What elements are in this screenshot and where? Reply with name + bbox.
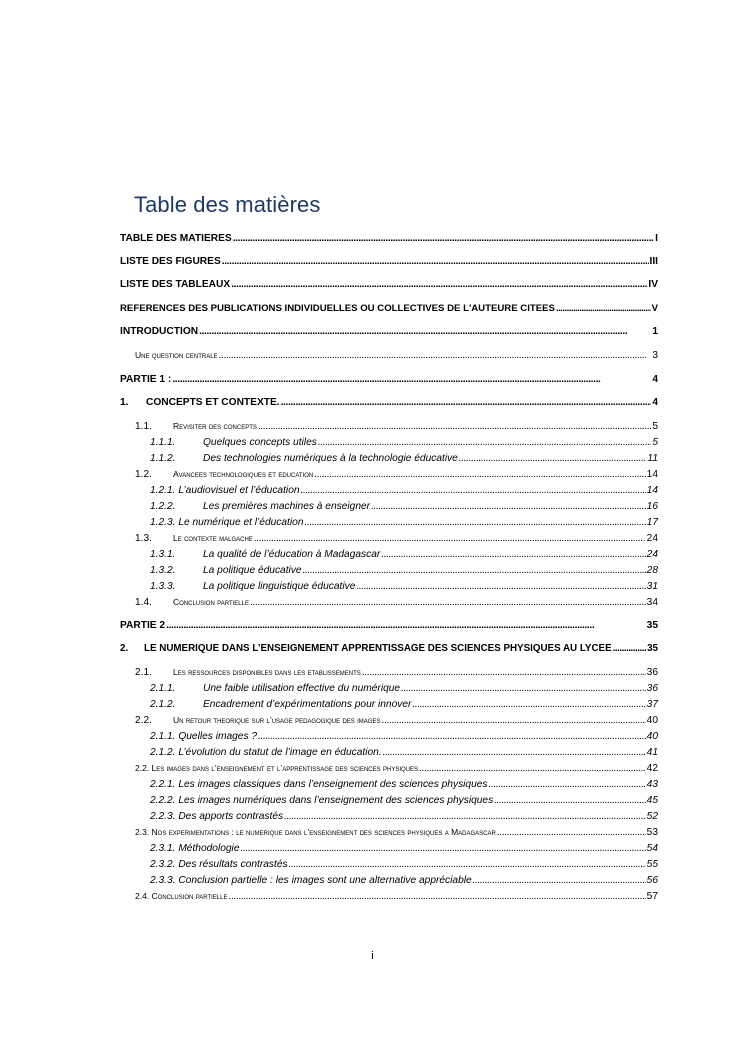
toc-entry[interactable]	[120, 580, 658, 593]
toc-entry[interactable]	[120, 842, 658, 855]
toc-entry-page: 31	[646, 581, 658, 592]
toc-entry-page: 5	[652, 421, 658, 432]
toc-entry-title: Le contexte malgache	[173, 533, 253, 543]
dot-leader	[254, 532, 646, 545]
toc-entry-title: PARTIE 2	[120, 620, 166, 631]
toc-entry-title: Un retour theorique sur l’usage pedagogique des images	[173, 715, 381, 725]
dot-leader	[362, 666, 646, 679]
toc-entry-page: IV	[648, 279, 658, 290]
toc-entry-page: 54	[646, 843, 658, 854]
toc-entry-title: REFERENCES DES PUBLICATIONS INDIVIDUELLES OU COLLECTIVES DE L'AUTEURE CITEES	[120, 303, 555, 314]
toc-entry[interactable]	[120, 666, 658, 679]
toc-entry-page: 43	[646, 779, 658, 790]
toc-entry[interactable]	[120, 890, 658, 903]
toc-entry-page: 14	[646, 485, 658, 496]
toc-entry-title: 2.2. Les images dans l’enseignement et l’apprentissage des sciences physiques	[135, 763, 418, 773]
toc-entry-page: 40	[646, 715, 658, 726]
toc-entry[interactable]	[120, 500, 658, 513]
toc-entry-page: 35	[646, 620, 658, 631]
toc-entry-title: 2.2.2. Les images numériques dans l’enseignement des sciences physiques	[150, 795, 494, 806]
toc-entry[interactable]	[120, 564, 658, 577]
toc-entry-title: Quelques concepts utiles	[203, 437, 317, 448]
toc-entry-page: 37	[646, 699, 658, 710]
toc-entry-page: 57	[646, 891, 658, 902]
toc-entry-title: Une question centrale	[135, 350, 218, 360]
toc-entry-title: 2.1.1. Quelles images ?	[150, 731, 258, 742]
toc-entry-number: 1.3.	[135, 533, 152, 544]
toc-entry-page: I	[655, 233, 658, 244]
toc-entry-title: Une faible utilisation effective du numérique	[203, 683, 401, 694]
toc-entry-number: 1.	[120, 397, 129, 408]
toc-entry[interactable]	[120, 232, 658, 245]
toc-entry-number: 1.3.3.	[150, 581, 176, 592]
toc-entry-number: 2.1.2.	[150, 699, 176, 710]
toc-entry-title: La qualité de l’éducation à Madagascar	[203, 549, 381, 560]
toc-entry-page: 40	[646, 731, 658, 742]
toc-entry-title: Les premières machines à enseigner	[203, 501, 371, 512]
toc-entry-page: 17	[646, 517, 658, 528]
toc-entry-page: 35	[647, 643, 658, 654]
dot-leader	[556, 302, 651, 315]
toc-entry[interactable]	[120, 436, 658, 449]
toc-entry-number: 1.3.2.	[150, 565, 176, 576]
toc-entry-title: TABLE DES MATIERES	[120, 233, 232, 244]
toc-entry-title: 1.2.3. Le numérique et l’éducation	[150, 517, 304, 528]
toc-entry-title: LISTE DES FIGURES	[120, 256, 221, 267]
dot-leader	[613, 642, 646, 655]
dot-leader	[381, 714, 645, 727]
toc-entry[interactable]	[120, 778, 658, 791]
toc-entry[interactable]	[120, 396, 658, 409]
toc-entry-title: 2.3. Nos experimentations : le numerique dans l’enseignement des sciences physiques a Madagascar	[135, 827, 496, 837]
dot-leader	[166, 619, 646, 632]
toc-entry-title: 2.3.1. Méthodologie	[150, 843, 240, 854]
dot-leader	[231, 278, 647, 291]
dot-leader	[419, 762, 646, 775]
dot-leader	[241, 842, 646, 855]
toc-entry[interactable]	[120, 325, 658, 338]
toc-entry-number: 1.4.	[135, 597, 152, 608]
dot-leader	[381, 548, 645, 561]
dot-leader	[383, 746, 646, 759]
toc-entry[interactable]	[120, 826, 658, 839]
dot-leader	[473, 874, 646, 887]
dot-leader	[318, 436, 651, 449]
toc-entry-number: 1.1.	[135, 421, 152, 432]
toc-entry-title: 2.1.2. L’évolution du statut de l’image en éducation.	[150, 747, 382, 758]
dot-leader	[412, 698, 645, 711]
toc-entry-page: 34	[646, 597, 658, 608]
toc-entry-title: 2.3.2. Des résultats contrastés	[150, 859, 288, 870]
toc-entry-title: 2.2.3. Des apports contrastés	[150, 811, 284, 822]
dot-leader	[459, 452, 647, 465]
toc-entry[interactable]	[120, 810, 658, 823]
toc-heading: Table des matières	[134, 192, 321, 217]
toc-entry[interactable]	[120, 468, 658, 481]
dot-leader	[233, 232, 654, 245]
toc-entry-page: 53	[646, 827, 658, 838]
toc-entry-title: Encadrement d’expérimentations pour innover	[203, 699, 412, 710]
toc-entry-page: 56	[646, 875, 658, 886]
toc-entry-title: Les ressources disponibles dans les etablissements	[173, 667, 361, 677]
toc-entry-title: La politique éducative	[203, 565, 302, 576]
toc-entry[interactable]	[120, 858, 658, 871]
page-number: i	[371, 950, 374, 962]
dot-leader	[314, 468, 645, 481]
toc-entry-page: III	[649, 256, 658, 267]
toc-entry[interactable]	[120, 619, 658, 632]
toc-entry-title: 1.2.1. L’audiovisuel et l’éducation	[150, 485, 300, 496]
toc-entry-title: CONCEPTS ET CONTEXTE.	[146, 397, 280, 408]
toc-entry-number: 2.	[120, 643, 129, 654]
dot-leader	[301, 484, 646, 497]
toc-entry-page: 4	[652, 397, 658, 408]
toc-entry-page: V	[651, 303, 658, 314]
toc-entry[interactable]	[120, 762, 658, 775]
toc-entry[interactable]	[120, 642, 658, 655]
toc-entry[interactable]	[120, 255, 658, 268]
toc-entry-title: LE NUMERIQUE DANS L’ENSEIGNEMENT APPRENTISSAGE DES SCIENCES PHYSIQUES AU LYCEE	[144, 643, 612, 654]
toc-entry-page: 41	[646, 747, 658, 758]
toc-entry-number: 2.2.	[135, 715, 152, 726]
toc-entry[interactable]	[120, 484, 658, 497]
dot-leader	[289, 858, 646, 871]
toc-entry[interactable]	[120, 420, 658, 433]
toc-entry-page: 1	[652, 326, 658, 337]
toc-entry[interactable]	[120, 682, 658, 695]
toc-entry-page: 14	[646, 469, 658, 480]
dot-leader	[489, 778, 646, 791]
dot-leader	[304, 516, 645, 529]
dot-leader	[258, 420, 651, 433]
toc-entry-number: 1.1.1.	[150, 437, 176, 448]
toc-entry[interactable]	[120, 302, 658, 315]
dot-leader	[281, 396, 652, 409]
dot-leader	[229, 890, 646, 903]
dot-leader	[284, 810, 646, 823]
toc-entry-title: 2.4. Conclusion partielle	[135, 891, 228, 901]
dot-leader	[172, 373, 651, 386]
toc-entry-page: 4	[652, 374, 658, 385]
toc-entry-title: Revisiter des concepts	[173, 421, 257, 431]
toc-entry[interactable]	[120, 714, 658, 727]
toc-entry[interactable]	[120, 746, 658, 759]
dot-leader	[250, 596, 646, 609]
dot-leader	[494, 794, 645, 807]
dot-leader	[219, 349, 652, 362]
dot-leader	[222, 255, 649, 268]
toc-entry-page: 24	[646, 533, 658, 544]
dot-leader	[199, 325, 651, 338]
toc-entry-title: Avancees technologiques et education	[173, 469, 314, 479]
toc-entry[interactable]	[120, 874, 658, 887]
dot-leader	[371, 500, 646, 513]
toc-entry-number: 1.2.	[135, 469, 152, 480]
toc-entry-page: 28	[646, 565, 658, 576]
toc-entry[interactable]	[120, 452, 658, 465]
toc-entry-title: PARTIE 1 :	[120, 374, 172, 385]
toc-entry-page: 24	[646, 549, 658, 560]
toc-entry-title: Conclusion partielle	[173, 597, 249, 607]
toc-entry-number: 1.1.2.	[150, 453, 176, 464]
toc-entry[interactable]	[120, 596, 658, 609]
toc-entry-title: Des technologies numériques à la technologie éducative	[203, 453, 458, 464]
toc-entry-page: 16	[646, 501, 658, 512]
dot-leader	[303, 564, 646, 577]
toc-entry-number: 1.2.2.	[150, 501, 176, 512]
dot-leader	[258, 730, 646, 743]
toc-entry-page: 11	[647, 453, 658, 464]
toc-entry-title: 2.2.1. Les images classiques dans l’enseignement des sciences physiques	[150, 779, 488, 790]
toc-entry-number: 1.3.1.	[150, 549, 176, 560]
toc-entry[interactable]	[120, 278, 658, 291]
toc-entry-number: 2.1.	[135, 667, 152, 678]
toc-entry-page: 55	[646, 859, 658, 870]
toc-entry-page: 36	[646, 683, 658, 694]
toc-entry-page: 52	[646, 811, 658, 822]
toc-entry-title: LISTE DES TABLEAUX	[120, 279, 231, 290]
toc-entry-page: 42	[646, 763, 658, 774]
toc-entry[interactable]	[120, 698, 658, 711]
dot-leader	[356, 580, 645, 593]
toc-entry[interactable]	[120, 373, 658, 386]
toc-entry-page: 36	[646, 667, 658, 678]
toc-entry[interactable]	[120, 794, 658, 807]
toc-entry-page: 3	[652, 350, 658, 361]
toc-entry-title: La politique linguistique éducative	[203, 581, 356, 592]
toc-entry-title: INTRODUCTION	[120, 326, 199, 337]
toc-entry-number: 2.1.1.	[150, 683, 176, 694]
dot-leader	[401, 682, 646, 695]
toc-entry[interactable]	[120, 548, 658, 561]
toc-entry-page: 45	[646, 795, 658, 806]
toc-entry[interactable]	[120, 349, 658, 362]
dot-leader	[497, 826, 646, 839]
toc-entry[interactable]	[120, 516, 658, 529]
toc-entry[interactable]	[120, 730, 658, 743]
toc-entry[interactable]	[120, 532, 658, 545]
toc-entry-page: 5	[652, 437, 658, 448]
toc-entry-title: 2.3.3. Conclusion partielle : les images sont une alternative appréciable	[150, 875, 472, 886]
